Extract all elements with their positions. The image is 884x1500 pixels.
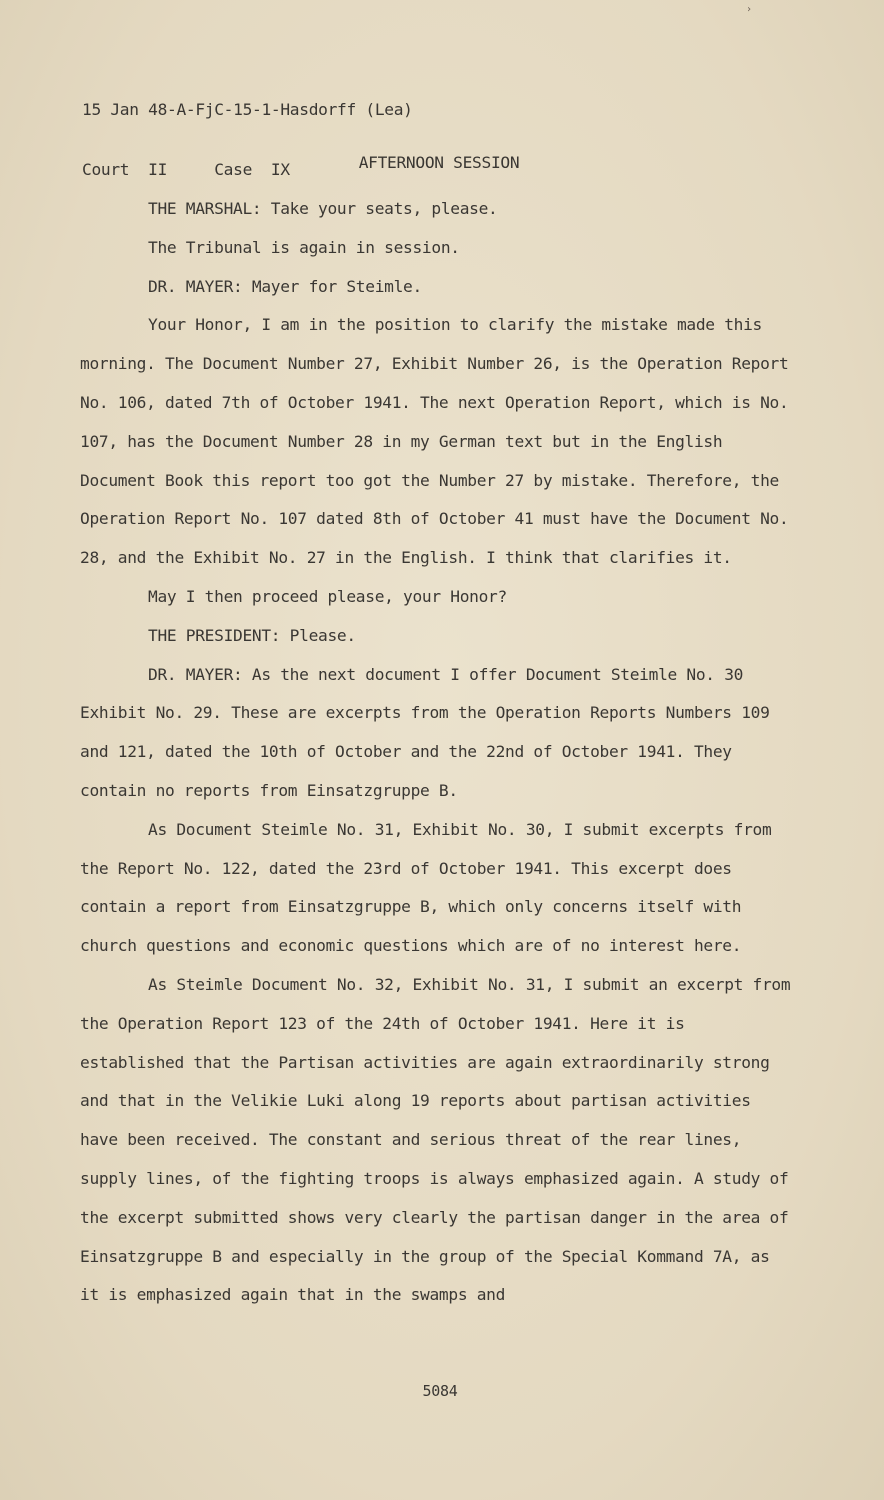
header-court-case-line: Court II Case IX: [82, 160, 290, 179]
session-title-text: AFTERNOON SESSION: [358, 153, 520, 172]
transcript-paragraph: Your Honor, I am in the position to clarify the mistake made this morning. The Document Number 27, Exhibit Number 26, is the Operation Report No. 106, dated 7th of October 1941. The next Operation Report, which is No. 107, has the Document Number 28 in my German text but in the English Document Book this report too got the Number 27 by mistake. Therefore, the Operation Report No. 107 dated 8th of October 41 must have the Document No. 28, and the Exhibit No. 27 in the English. I think that clarifies it.: [80, 315, 789, 568]
session-title: [0, 153, 884, 172]
transcript-body: [80, 190, 792, 1315]
page-number: 5084: [422, 1382, 458, 1400]
transcript-paragraph: As Document Steimle No. 31, Exhibit No. 30, I submit excerpts from the Report No. 122, dated the 23rd of October 1941. This excerpt does contain a report from Einsatzgruppe B, which only concerns itself with church questions and economic questions which are of no interest here.: [80, 819, 772, 956]
transcript-paragraph: DR. MAYER: As the next document I offer Document Steimle No. 30 Exhibit No. 29. These are excerpts from the Operation Reports Numbers 109 and 121, dated the 10th of October and the 22nd of October 1941. They contain no reports from Einsatzgruppe B.: [80, 664, 770, 800]
page-footer: [0, 1382, 884, 1400]
transcript-paragraph: The Tribunal is again in session.: [148, 237, 460, 257]
transcript-paragraph: THE MARSHAL: Take your seats, please.: [148, 199, 498, 218]
corner-mark: ›: [746, 4, 752, 15]
transcript-paragraph: As Steimle Document No. 32, Exhibit No. 31, I submit an excerpt from the Operation Report 123 of the 24th of October 1941. Here it is established that the Partisan activities are again extraordinarily strong and that in the Velikie Luki along 19 reports about partisan activities have been received. The constant and serious threat of the rear lines, supply lines, of the fighting troops is always emphasized again. A study of the excerpt submitted shows very clearly the partisan danger in the area of Einsatzgruppe B and especially in the group of the Special Kommand 7A, as it is emphasized again that in the swamps and: [80, 974, 791, 1305]
transcript-paragraph: THE PRESIDENT: Please.: [148, 625, 356, 645]
transcript-paragraph: DR. MAYER: Mayer for Steimle.: [148, 276, 422, 296]
transcript-paragraph: May I then proceed please, your Honor?: [148, 586, 507, 606]
header-reference-line: 15 Jan 48-A-FjC-15-1-Hasdorff (Lea): [82, 100, 413, 119]
